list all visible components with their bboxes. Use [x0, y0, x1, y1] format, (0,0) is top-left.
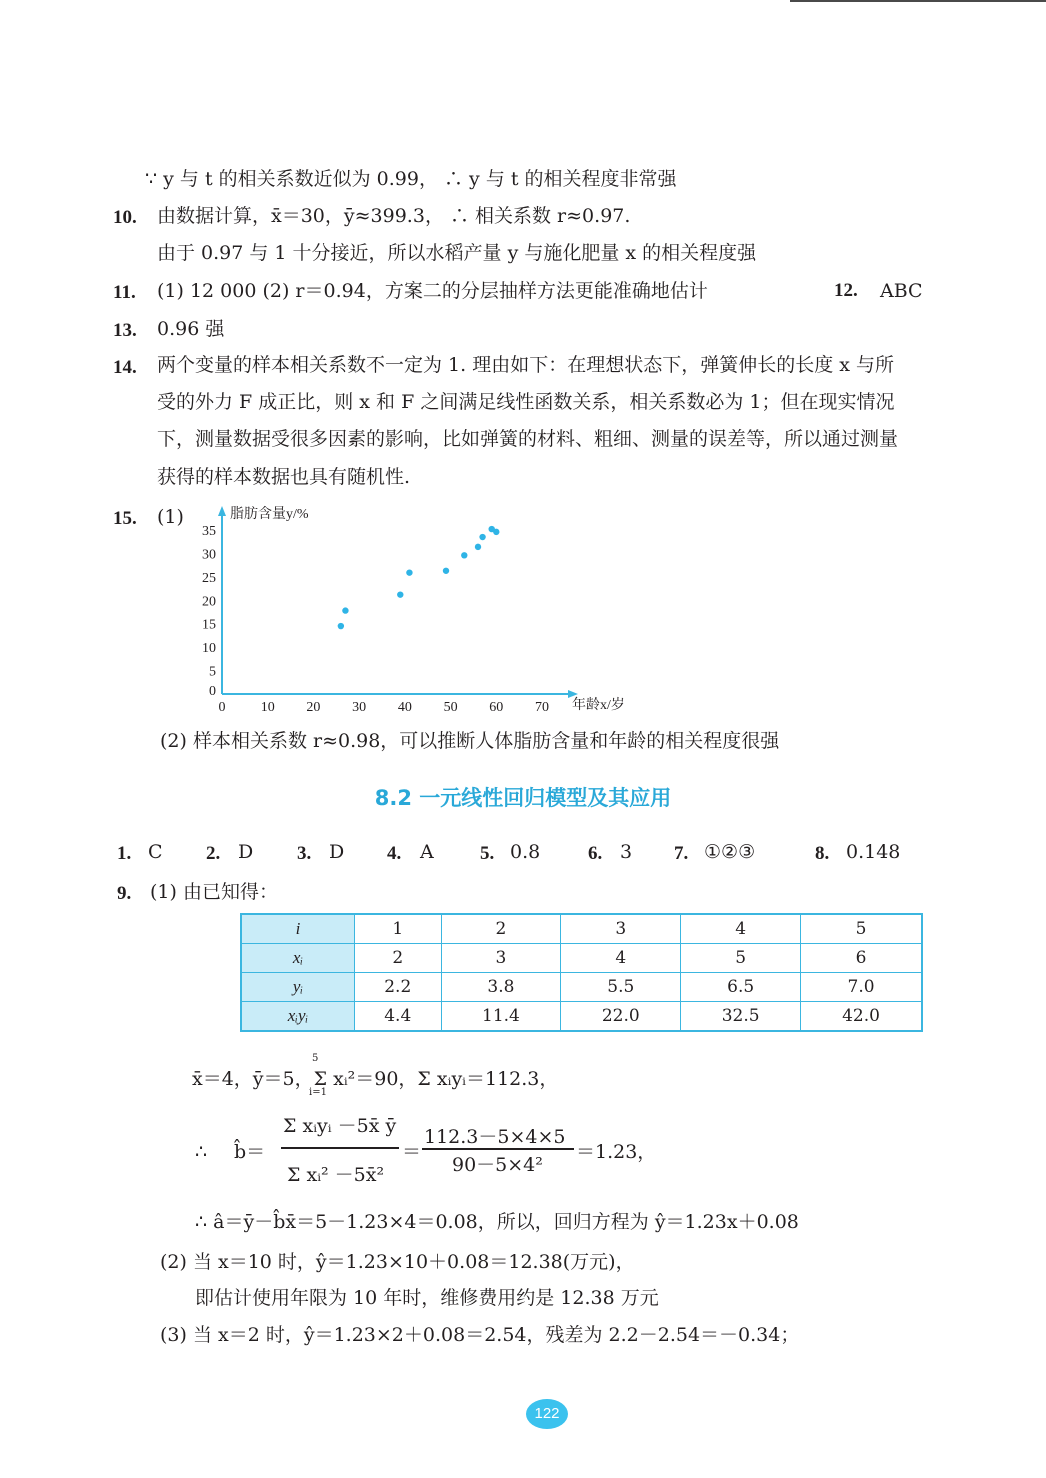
answer-9-part-2-line-1: (2) 当 x＝10 时，ŷ＝1.23×10＋0.08＝12.38(万元)，: [160, 1251, 635, 1273]
data-point: [461, 552, 467, 558]
mc-number: 7.: [674, 843, 689, 864]
question-number-13: 13.: [113, 320, 137, 341]
table-cell: 5: [681, 944, 801, 973]
mc-number: 6.: [588, 843, 603, 864]
equals-sign: ＝: [402, 1141, 422, 1163]
x-axis-arrow: [568, 690, 578, 698]
b-denominator: Σ xᵢ² －5x̄²: [287, 1164, 385, 1186]
sum-lower-limit: i=1: [309, 1087, 327, 1098]
answer-12: ABC: [880, 280, 923, 302]
x-tick-label: 50: [443, 700, 458, 715]
fraction-bar: [422, 1148, 574, 1150]
answer-9-part-2-line-2: 即估计使用年限为 10 年时，维修费用约是 12.38 万元: [195, 1287, 659, 1309]
x-tick-label: 30: [352, 700, 367, 715]
mc-number: 4.: [387, 843, 402, 864]
answer-9-part-3: (3) 当 x＝2 时，ŷ＝1.23×2＋0.08＝2.54，残差为 2.2－2.54＝－0.34；: [160, 1324, 800, 1346]
table-cell: 4: [681, 914, 801, 944]
table-row: [241, 973, 922, 1002]
data-point: [338, 623, 344, 629]
x-tick-label: 60: [489, 700, 504, 715]
table-row: [241, 1002, 922, 1032]
data-point: [397, 591, 403, 597]
b-numerator-values: 112.3－5×4×5: [424, 1126, 566, 1148]
data-point: [406, 569, 412, 575]
x-axis-label: 年龄x/岁: [572, 698, 625, 713]
row-label: xᵢ: [241, 944, 355, 973]
x-tick-label: 20: [306, 700, 321, 715]
answer-15-part-2: (2) 样本相关系数 r≈0.98，可以推断人体脂肪含量和年龄的相关程度很强: [160, 730, 780, 752]
answer-14-line-1: 两个变量的样本相关系数不一定为 1. 理由如下：在理想状态下，弹簧伸长的长度 x 与所: [157, 354, 895, 376]
a-hat-line: ∴ â＝ȳ－b̂x̄＝5－1.23×4＝0.08，所以，回归方程为 ŷ＝1.23x＋0.08: [195, 1211, 799, 1233]
table-cell: 22.0: [561, 1002, 681, 1032]
y-axis-arrow: [218, 506, 226, 516]
scatter-chart: [190, 500, 650, 725]
answer-10-line-1: 由数据计算，x̄＝30，ȳ≈399.3， ∴ 相关系数 r≈0.97.: [157, 205, 631, 227]
b-denominator-values: 90－5×4²: [452, 1154, 543, 1176]
b-result: ＝1.23，: [576, 1141, 657, 1163]
table-cell: 5: [801, 914, 922, 944]
table-cell: 3.8: [441, 973, 561, 1002]
mc-number: 5.: [480, 843, 495, 864]
table-cell: 42.0: [801, 1002, 922, 1032]
table-cell: 6.5: [681, 973, 801, 1002]
answer-14-line-2: 受的外力 F 成正比，则 x 和 F 之间满足线性函数关系，相关系数必为 1；但在现实情况: [157, 391, 895, 413]
mc-answer: ①②③: [704, 841, 756, 863]
table-cell: 2: [355, 944, 442, 973]
question-number-11: 11.: [113, 282, 136, 303]
data-point: [443, 568, 449, 574]
row-label: i: [241, 914, 355, 944]
b-numerator: Σ xᵢyᵢ －5x̄ ȳ: [283, 1115, 397, 1137]
table-cell: 3: [561, 914, 681, 944]
y-tick-label: 20: [202, 594, 216, 610]
row-label: xᵢyᵢ: [241, 1002, 355, 1032]
data-point: [479, 534, 485, 540]
table-cell: 4: [561, 944, 681, 973]
mc-number: 8.: [815, 843, 830, 864]
question-number-14: 14.: [113, 357, 137, 378]
data-point: [342, 607, 348, 613]
answer-9-intro: (1) 由已知得：: [150, 881, 278, 903]
sum-upper-limit: 5: [312, 1053, 319, 1064]
table-cell: 7.0: [801, 973, 922, 1002]
row-label: yᵢ: [241, 973, 355, 1002]
b-hat-lhs: b̂＝: [234, 1141, 266, 1163]
data-point: [493, 529, 499, 535]
table-row: [241, 914, 922, 944]
y-tick-label: 5: [209, 664, 216, 680]
data-point: [475, 544, 481, 550]
x-tick-label: 70: [535, 700, 549, 715]
mc-answer: 3: [620, 841, 633, 863]
table-cell: 1: [355, 914, 442, 944]
y-tick-label: 15: [202, 617, 216, 633]
answer-10-line-2: 由于 0.97 与 1 十分接近，所以水稻产量 y 与施化肥量 x 的相关程度强: [157, 242, 757, 264]
x-tick-label: 10: [260, 700, 275, 715]
question-number-12: 12.: [834, 280, 858, 301]
top-rule: [790, 0, 1046, 2]
question-number-15: 15.: [113, 508, 137, 529]
y-tick-label: 30: [202, 547, 216, 563]
y-tick-label: 35: [202, 524, 216, 539]
mc-answer: D: [238, 841, 254, 863]
section-title: 8.2 一元线性回归模型及其应用: [374, 786, 672, 810]
mc-answer: 0.8: [510, 841, 541, 863]
table-cell: 6: [801, 944, 922, 973]
y-tick-label: 25: [202, 570, 216, 586]
table-cell: 3: [441, 944, 561, 973]
y-axis-label: 脂肪含量y/%: [230, 507, 309, 522]
y-tick-label: 0: [209, 684, 216, 699]
line-y-t-correlation: ∵ y 与 t 的相关系数近似为 0.99， ∴ y 与 t 的相关程度非常强: [145, 168, 677, 190]
answer-14-line-3: 下，测量数据受很多因素的影响，比如弹簧的材料、粗细、测量的误差等，所以通过测量: [157, 428, 899, 450]
table-cell: 2.2: [355, 973, 442, 1002]
sums-line: x̄＝4，ȳ＝5，Σ xᵢ²＝90，Σ xᵢyᵢ＝112.3，: [192, 1068, 559, 1090]
mc-number: 1.: [117, 843, 132, 864]
answer-15-part-1: (1): [157, 506, 184, 528]
answer-14-line-4: 获得的样本数据也具有随机性.: [157, 466, 411, 488]
x-tick-label: 40: [397, 700, 412, 715]
mc-answer: 0.148: [846, 841, 901, 863]
table-cell: 4.4: [355, 1002, 442, 1032]
question-number-9: 9.: [117, 883, 132, 904]
table-cell: 32.5: [681, 1002, 801, 1032]
table-cell: 11.4: [441, 1002, 561, 1032]
data-table: [240, 913, 923, 1032]
x-tick-label: 0: [218, 700, 226, 715]
answer-13: 0.96 强: [157, 318, 225, 340]
page-number: 122: [526, 1399, 568, 1429]
mc-answer: C: [148, 841, 163, 863]
answer-11: (1) 12 000 (2) r＝0.94，方案二的分层抽样方法更能准确地估计: [157, 280, 708, 302]
mc-answer: D: [329, 841, 345, 863]
question-number-10: 10.: [113, 207, 137, 228]
therefore-symbol: ∴: [195, 1141, 208, 1163]
table-row: [241, 944, 922, 973]
table-cell: 2: [441, 914, 561, 944]
mc-answer: A: [420, 841, 434, 863]
mc-number: 2.: [206, 843, 221, 864]
mc-number: 3.: [297, 843, 312, 864]
fraction-bar: [281, 1147, 399, 1149]
table-cell: 5.5: [561, 973, 681, 1002]
y-tick-label: 10: [202, 641, 216, 657]
